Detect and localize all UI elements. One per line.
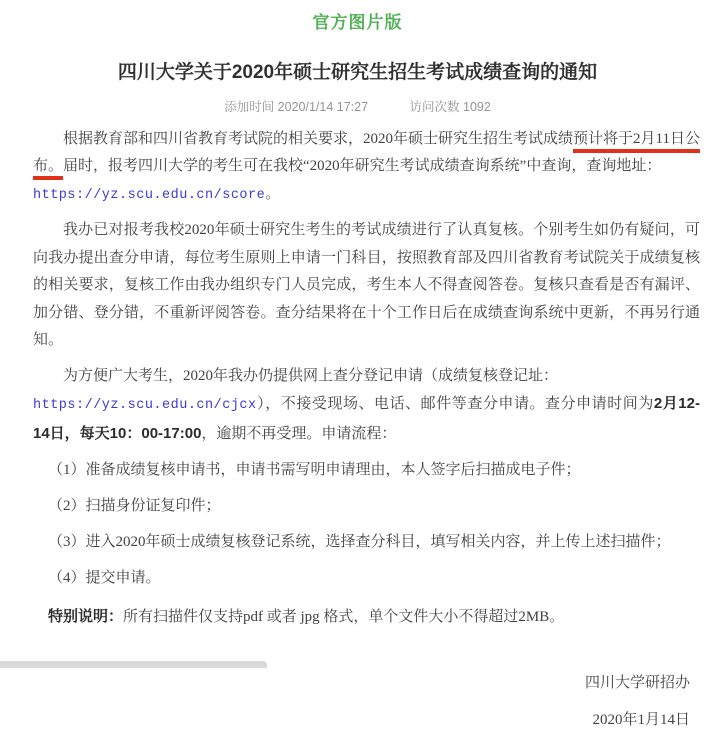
p1-text-before: 根据教育部和四川省教育考试院的相关要求，2020年硕士研究生招生考试成绩 (63, 130, 574, 147)
notice-title: 四川大学关于2020年硕士研究生招生考试成绩查询的通知 (117, 62, 598, 83)
p3-text-after: ，逾期不再受理。申请流程： (201, 425, 397, 442)
special-note (48, 603, 700, 632)
signature-date: 2020年1月14日 (592, 711, 690, 728)
official-image-version-badge: 官方图片版 (312, 13, 403, 32)
paragraph-application-info (33, 363, 700, 449)
p1-suffix: 。 (265, 185, 281, 202)
horizontal-scrollbar-thumb[interactable] (0, 661, 267, 668)
added-time: 添加时间 2020/1/14 17:27 (224, 99, 369, 114)
paragraph-announcement (33, 126, 700, 210)
review-register-link[interactable]: https://yz.scu.edu.cn/cjcx (33, 398, 257, 414)
p3-text-before: 为方便广大考生，2020年我办仍提供网上查分登记申请（成绩复核登记址： (63, 367, 559, 384)
notice-body (0, 126, 715, 632)
p1-highlighted-date: 预计将于2月11日公布。 (33, 131, 700, 181)
visit-count: 访问次数 1092 (409, 99, 491, 114)
signature-block (0, 674, 715, 729)
step-item-4: （4）提交申请。 (48, 569, 161, 586)
signature-org: 四川大学研招办 (584, 674, 690, 691)
p3-text-mid: ），不接受现场、电话、邮件等查分申请。查分申请时间为 (256, 396, 654, 413)
special-note-text: 所有扫描件仅支持pdf 或者 jpg 格式，单个文件大小不得超过2MB。 (123, 609, 565, 626)
step-item-2: （2）扫描身份证复印件； (48, 497, 221, 514)
p1-text-after: 届时，报考四川大学的考生可在我校“2020年研究生考试成绩查询系统”中查询，查询地址： (63, 158, 662, 175)
score-query-link[interactable]: https://yz.scu.edu.cn/score (33, 187, 266, 203)
step-item-3: （3）进入2020年硕士成绩复核登记系统，选择查分科目，填写相关内容，并上传上述扫描件； (48, 533, 671, 550)
step-item-1: （1）准备成绩复核申请书，申请书需写明申请理由，本人签字后扫描成电子件； (48, 461, 581, 478)
special-note-label: 特别说明： (48, 608, 124, 626)
p3-bold-dates: 2月12-14日，每天10：00-17:00 (33, 395, 700, 442)
notice-meta (0, 97, 715, 115)
paragraph-review-policy: 我办已对报考我校2020年硕士研究生考生的考试成绩进行了认真复核。个别考生如仍有疑问，可向我办提出查分申请，每位考生原则上申请一门科目，按照教育部及四川省教育考试院关于成绩复核的相关要求，复核工作由我办组织专门人员完成，考生本人不得查阅答卷。复核只查看是否有漏评、加分错、登分错，不重新评阅答卷。查分结果将在十个工作日后在成绩查询系统中更新，不再另行通知。 (33, 222, 700, 349)
